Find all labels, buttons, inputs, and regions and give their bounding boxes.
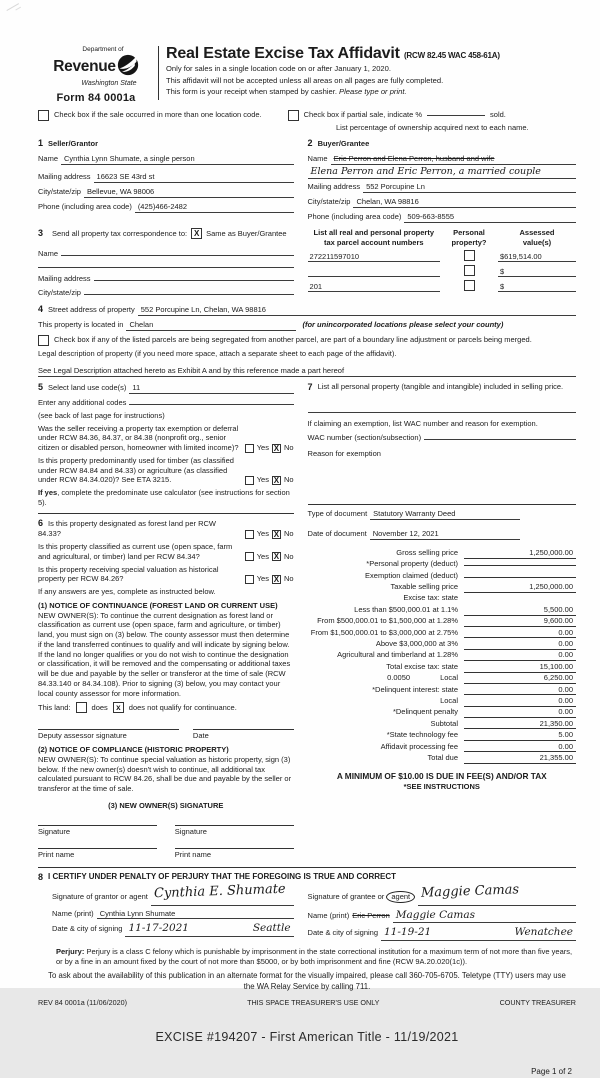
grantor-signature-handwriting: Cynthia E. Shumate [153, 881, 286, 902]
parcel-row [308, 247, 576, 262]
tax-value: 0.00 [464, 685, 576, 696]
tax-row: *Delinquent penalty 0.00 [308, 707, 576, 718]
certification-section [38, 872, 576, 941]
header-divider [158, 46, 159, 100]
same-as-buyer-checkbox: X [191, 228, 202, 239]
land-use-field: 11 [129, 383, 293, 394]
rev-number: REV 84 0001a (11/06/2020) [38, 997, 127, 1007]
street-address-field: 552 Porcupine Ln, Chelan, WA 98816 [138, 305, 576, 316]
form-number: Form 84 0001a [56, 92, 136, 105]
grantee-date-label: Date & city of signing [307, 928, 378, 938]
tax-value: 0.00 [464, 707, 576, 718]
corr-city-field [84, 294, 294, 295]
revenue-wordmark: Revenue [53, 57, 116, 75]
legal-description-field: See Legal Description attached hereto as Exhibit A and by this reference made a part hereof [38, 366, 576, 377]
q-yes-checkbox [245, 552, 254, 561]
assessed-value-field: $619,514.00 [498, 252, 576, 263]
list-percentage-note: List percentage of ownership acquired next to each name. [336, 122, 529, 132]
street-address-label: Street address of property [48, 305, 135, 315]
deputy-assessor-signature-line: Deputy assessor signature [38, 729, 179, 741]
perjury-notice: Perjury: Perjury is a class C felony which is punishable by imprisonment in the state correctional institution for a maximum term of not more than five years, or by a fine in an amount fixed by the court of not more than $5000, or by both imprisonment and fine (RCW 9A.20.020(1c)). [56, 946, 573, 966]
additional-codes-field [129, 404, 293, 405]
buyer-grantee-section [308, 138, 576, 223]
personal-property-section [308, 382, 576, 540]
q-no-checkbox: X [273, 574, 280, 584]
buyer-city-label: City/state/zip [307, 197, 351, 207]
wac-number-field [424, 439, 576, 440]
buyer-mailing-field: 552 Porcupine Ln [363, 182, 576, 193]
excise-stamp: EXCISE #194207 - First American Title - 11/19/2021 [155, 1030, 459, 1045]
same-as-buyer-label: Same as Buyer/Grantee [206, 228, 287, 238]
tax-row-local: 0.0050 Local 6,250.00 [308, 673, 576, 684]
header-line1: Only for sales in a single location code on or after January 1, 2020. [166, 64, 391, 74]
assessed-value-header: Assessed value(s) [519, 227, 555, 247]
corr-name-label: Name [38, 248, 59, 258]
buyer-mailing-label: Mailing address [307, 182, 361, 192]
partial-sale-label: Check box if partial sale, indicate % [303, 110, 423, 120]
tax-row: Gross selling price 1,250,000.00 [308, 548, 576, 559]
doc-type-label: Type of document [307, 509, 368, 519]
grantor-printname-label: Name (print) [52, 908, 94, 918]
parcel-number-field: 272211597010 [308, 252, 440, 263]
page-number: Page 1 of 2 [531, 1067, 572, 1077]
personal-property-field [308, 412, 576, 413]
section3-number: 3 [38, 227, 44, 238]
tax-row: From $500,000.01 to $1,500,000 at 1.28% 9,600.00 [308, 616, 576, 627]
grantee-date-handwriting: 11-19-21 [384, 926, 432, 939]
buyer-name-handwritten: Elena Perron and Eric Perron, a married couple [308, 166, 576, 179]
corr-mailing-field [94, 280, 294, 281]
notice-continuance-body: NEW OWNER(S): To continue the current designation as forest land or classification as current use (open space, farm and agriculture, or timber) land, you must sign on (3) below. The county assessor must then determine if the land transferred continues to qualify and will indicate by signing below. If the land no longer qualifies or you do not wish to continue the designation or classification, it will be removed and the compensating or additional taxes will be due and payable by the seller or transferor at the time of sale (RCW 84.33.140 or 84.34.108). Prior to signing (3) below, you may contact your local county assessor for more information. [38, 610, 291, 698]
historical-property-question: Is this property receiving special valuation as historical property per RCW 84.26? [38, 564, 219, 584]
tax-row: Exemption claimed (deduct) [308, 571, 576, 582]
q-no-checkbox: X [273, 529, 280, 539]
grantee-sig-label: Signature of grantee or agent [308, 892, 416, 902]
located-in-field: Chelan [126, 320, 296, 331]
parcel-table [308, 228, 576, 298]
seller-phone-field: (425)466-2482 [135, 202, 294, 213]
buyer-phone-label: Phone (including area code) [307, 212, 402, 222]
dept-revenue-logo [38, 44, 154, 106]
doc-type-field: Statutory Warranty Deed [370, 509, 520, 520]
personal-property-checkbox [464, 265, 475, 276]
notice-continuance-title: (1) NOTICE OF CONTINUANCE (FOREST LAND OR CURRENT USE) [38, 600, 278, 610]
assessed-value-field: $ [498, 267, 576, 278]
q-no-checkbox: X [273, 475, 280, 485]
parcel-header: List all real and personal property tax parcel account numbers [313, 227, 434, 247]
tax-value [464, 577, 576, 578]
tax-value: 21,350.00 [464, 719, 576, 730]
tax-value: 0.00 [464, 742, 576, 753]
section4-number: 4 [38, 304, 44, 315]
see-back-note: (see back of last page for instructions) [38, 410, 165, 420]
owner-printname-line-2: Print name [175, 848, 294, 860]
legal-description-label: Legal description of property (if you need more space, attach a separate sheet to each page of the affidavit). [38, 348, 397, 358]
section7-intro: List all personal property (tangible and intangible) included in selling price. [317, 382, 564, 392]
does-not-label: does not qualify for continuance. [128, 702, 237, 712]
see-instructions-note: *SEE INSTRUCTIONS [403, 782, 480, 792]
doc-date-field: November 12, 2021 [370, 529, 520, 540]
section-divider [38, 867, 576, 868]
owner-printname-line-1: Print name [38, 848, 157, 860]
q-yes-checkbox [245, 444, 254, 453]
grantee-signature-field [418, 882, 576, 906]
segregated-label: Check box if any of the listed parcels are being segregated from another parcel, are part of a boundary line adjustment or parcels being merged. [54, 335, 532, 345]
tax-row: Agricultural and timberland at 1.28% 0.00 [308, 650, 576, 661]
local-rate: 0.0050 [387, 673, 411, 683]
predominate-use-note: If yes, complete the predominate use calculator (see instructions for section 5). [38, 488, 290, 507]
buyer-phone-field: 509-663-8555 [404, 212, 576, 223]
multi-location-checkbox [38, 110, 49, 121]
parcel-row [308, 262, 576, 277]
q-no-checkbox: X [273, 552, 280, 562]
revenue-swirl-icon [117, 54, 139, 79]
exemption-note: If claiming an exemption, list WAC number and reason for exemption. [307, 418, 538, 428]
grantee-printname-struck: Eric Perron [352, 910, 390, 920]
tax-row: Local 0.00 [308, 696, 576, 707]
section1-number: 1 [38, 138, 44, 149]
grantor-printname-field: Cynthia Lynn Shumate [97, 909, 294, 920]
section2-number: 2 [307, 138, 313, 149]
buyer-name-field-struck: Eric Perron and Elena Perron, husband and wife [331, 154, 576, 165]
section8-number: 8 [38, 872, 44, 883]
personal-property-checkbox [464, 250, 475, 261]
header-line2: This affidavit will not be accepted unless all areas on all pages are fully completed. [166, 75, 444, 85]
additional-codes-label: Enter any additional codes [38, 398, 127, 408]
wac-number-label: WAC number (section/subsection) [307, 432, 422, 442]
does-not-checkbox: x [113, 702, 124, 713]
seller-city-field: Bellevue, WA 98006 [84, 187, 294, 198]
grantee-signature-block [307, 882, 576, 941]
forest-land-question: 6 Is this property designated as forest land per RCW 84.33? [38, 517, 217, 539]
deputy-date-line: Date [193, 729, 294, 741]
grantee-printname-label: Name (print) [307, 910, 350, 920]
section1-heading: Seller/Grantor [48, 139, 99, 149]
county-treasurer-label: COUNTY TREASURER [499, 997, 576, 1007]
section3-label: Send all property tax correspondence to: [52, 228, 188, 238]
exemption-deferral-question: Was the seller receiving a property tax exemption or deferral under RCW 84.36, 84.37, or 84.38 (nonprofit org., senior citizen or disabled person, homeowner with limited income)? [38, 423, 239, 453]
agent-circled: agent [386, 891, 415, 903]
tax-value: 15,100.00 [464, 662, 576, 673]
timber-agriculture-question: Is this property predominantly used for timber (as classified under RCW 84.84 and 84.33) or agriculture (as classified under RCW 84.34.020)? See ETA 3215. [38, 455, 234, 485]
washington-state-text: Washington State [81, 80, 137, 88]
grantor-sig-label: Signature of grantor or agent [52, 891, 148, 901]
grantor-city-handwriting: Seattle [252, 922, 291, 935]
grantee-date-field [381, 926, 576, 941]
buyer-name-label: Name [307, 154, 328, 164]
corr-mailing-label: Mailing address [38, 274, 91, 284]
land-use-label: Select land use code(s) [48, 383, 127, 393]
seller-mailing-field: 16623 SE 43rd st [94, 172, 294, 183]
tax-row: *Personal property (deduct) [308, 559, 576, 570]
tax-row: Less than $500,000.01 at 1.1% 5,500.00 [308, 605, 576, 616]
grantee-printname-handwriting: Maggie Camas [393, 909, 576, 924]
corr-name-field [61, 255, 294, 256]
partial-sale-checkbox [288, 110, 299, 121]
personal-property-checkbox [464, 280, 475, 291]
scan-smudge [6, 3, 23, 19]
tax-row: Total excise tax: state 15,100.00 [308, 662, 576, 673]
section-divider [308, 504, 576, 505]
minimum-due-note: A MINIMUM OF $10.00 IS DUE IN FEE(S) AND/OR TAX [336, 771, 547, 782]
seller-mailing-label: Mailing address [38, 171, 91, 181]
tax-row: *Delinquent interest: state 0.00 [308, 685, 576, 696]
excise-tax-table [308, 548, 576, 792]
tax-row: From $1,500,000.01 to $3,000,000 at 2.75% 0.00 [308, 628, 576, 639]
does-checkbox [76, 702, 87, 713]
doc-date-label: Date of document [307, 529, 367, 539]
q-yes-checkbox [245, 530, 254, 539]
seller-name-field: Cynthia Lynn Shumate, a single person [61, 154, 294, 165]
tax-value: 21,355.00 [464, 753, 576, 764]
section2-heading: Buyer/Grantee [317, 139, 370, 149]
this-land-label: This land: [38, 702, 71, 712]
section-divider [38, 513, 294, 514]
parcel-row [308, 277, 576, 292]
q-yes-checkbox [245, 476, 254, 485]
title-rcw: (RCW 82.45 WAC 458-61A) [403, 51, 500, 60]
seller-city-label: City/state/zip [38, 186, 81, 196]
section5-number: 5 [38, 382, 44, 393]
tax-value: 5.00 [464, 730, 576, 741]
tax-value: 5,500.00 [464, 605, 576, 616]
tax-row: Affidavit processing fee 0.00 [308, 742, 576, 753]
tax-value: 0.00 [464, 628, 576, 639]
sold-label: sold. [490, 110, 506, 120]
tax-value: 1,250,000.00 [464, 582, 576, 593]
tax-value: 0.00 [464, 639, 576, 650]
grantee-signature-handwriting: Maggie Camas [420, 882, 520, 901]
corr-extra-field [38, 267, 294, 268]
owner-signature-line-1: Signature [38, 825, 157, 837]
current-use-question: Is this property classified as current use (open space, farm and agricultural, or timber) land per RCW 84.34? [38, 542, 233, 561]
tax-row: Excise tax: state [403, 593, 458, 603]
form-header [38, 44, 576, 106]
grantor-signature-field [151, 881, 294, 906]
tax-value: 6,250.00 [464, 673, 576, 684]
tax-value: 9,600.00 [464, 616, 576, 627]
partial-sale-percent-field [427, 115, 485, 116]
tax-value: 1,250,000.00 [464, 548, 576, 559]
tax-value [464, 565, 576, 566]
land-use-section: 5 Select land use code(s) 11 Enter any additional codes (see back of last page for instructions) Was the seller receiving a property tax exemption or deferral under RCW 84.36, 84.37, or 84.38 (nonprofit org., senior citizen or disabled person, homeowner with limited income)? Yes X No Is this property predominantly used for timber (as classified under RCW 84.84 and 84.33) or agriculture (as classified under RCW 84.34.020)? See ETA 3215. Yes X No If yes, complete the predominate use calculator (see instructions for section 5). [38, 382, 294, 507]
unincorporated-note: (for unincorporated locations please select your county) [302, 319, 504, 329]
segregated-checkbox [38, 335, 49, 346]
parcel-number-field [308, 276, 440, 277]
q-no-checkbox: X [273, 443, 280, 453]
certify-statement: I CERTIFY UNDER PENALTY OF PERJURY THAT THE FOREGOING IS TRUE AND CORRECT [48, 872, 397, 882]
tax-row: Taxable selling price 1,250,000.00 [308, 582, 576, 593]
grantor-date-field [125, 922, 293, 937]
does-label: does [91, 702, 108, 712]
grantor-date-handwriting: 11-17-2021 [128, 922, 189, 935]
notice-compliance-title: (2) NOTICE OF COMPLIANCE (HISTORIC PROPERTY) [38, 745, 229, 755]
tax-row: Total due 21,355.00 [308, 753, 576, 764]
notice-compliance-body: NEW OWNER(S): To continue special valuation as historic property, sign (3) below. If the new owner(s) doesn't wish to continue, all additional tax calculated pursuant to RCW 84.26, shall be due and payable by the seller or transferor at the time of sale. [38, 754, 292, 794]
grantor-date-label: Date & city of signing [52, 924, 123, 934]
tax-value: 0.00 [464, 650, 576, 661]
located-in-label: This property is located in [38, 319, 124, 329]
tax-value: 0.00 [464, 696, 576, 707]
grantor-signature-block [38, 881, 294, 941]
tax-row: *State technology fee 5.00 [308, 730, 576, 741]
section7-number: 7 [307, 382, 313, 393]
reason-exemption-label: Reason for exemption [307, 448, 381, 458]
buyer-city-field: Chelan, WA 98816 [353, 197, 576, 208]
forest-land-section: 6 Is this property designated as forest land per RCW 84.33? Yes X No Is this property classified as current use (open space, farm and agricultural, or timber) land per RCW 84.34? Yes X No Is this property receiving special valuation as historical property per RCW 84.26? Yes X No If any answers are yes, complete as instructed below. (1) NOTICE OF CONTINUANCE (FOREST LAND OR CURRENT USE) NEW OWNER(S): To continue the current designation as forest land or classification as current use (open space, farm and agriculture, or timber) land, you must sign on (3) below. The county assessor must then determine if the land transferred continues to qualify and will indicate by signing below. If the land no longer qualifies or you do not wish to continue the designation or classification, it will be removed and the compensating or additional taxes will be due and payable by the seller or transferor at the time of sale (RCW 84.33.140 or 84.34.108). Prior to signing (3) below, you may contact your local county assessor for more information. This land: does x does not qualify for continuance. Deputy assessor signature Date (2) NOTICE OF COMPLIANCE (HISTORIC PROPERTY) NEW OWNER(S): To continue special valuation as historic property, sign (3) below. If the new owner(s) doesn't wish to continue, all additional tax calculated pursuant to RCW 84.26, shall be due and payable by the seller or transferor at the time of sale. (3) NEW OWNER(S) SIGNATURE Signature Signature Print name Print name [38, 517, 294, 860]
owner-signature-line-2: Signature [175, 825, 294, 837]
property-address-section [38, 304, 576, 377]
q-yes-checkbox [245, 575, 254, 584]
assessed-value-field: $ [498, 282, 576, 293]
page-title: Real Estate Excise Tax Affidavit (RCW 82.45 WAC 458-61A) [166, 45, 500, 62]
personal-property-header: Personal property? [451, 227, 487, 247]
dept-small-text: Department of [82, 46, 124, 53]
answers-yes-note: If any answers are yes, complete as instructed below. [38, 587, 216, 597]
tax-row: Above $3,000,000 at 3% 0.00 [308, 639, 576, 650]
tax-row: Subtotal 21,350.00 [308, 719, 576, 730]
seller-name-label: Name [38, 154, 59, 164]
tax-correspondence-section [38, 228, 294, 298]
seller-phone-label: Phone (including area code) [38, 201, 132, 211]
header-line3: This form is your receipt when stamped by cashier. Please type or print. [166, 87, 407, 97]
grantee-city-handwriting: Wenatchee [514, 926, 573, 939]
corr-city-label: City/state/zip [38, 288, 81, 298]
accessibility-notice: To ask about the availability of this publication in an alternate format for the visually impaired, please call 360-705-6705. Teletype (TTY) users may use the WA Relay Service by calling 711. [48, 971, 566, 991]
new-owners-signature-title: (3) NEW OWNER(S) SIGNATURE [108, 800, 224, 810]
parcel-number-field: 201 [308, 282, 440, 293]
multi-location-label: Check box if the sale occurred in more than one location code. [54, 110, 262, 120]
treasurer-space-label: THIS SPACE TREASURER'S USE ONLY [247, 997, 380, 1007]
seller-grantor-section [38, 138, 294, 223]
